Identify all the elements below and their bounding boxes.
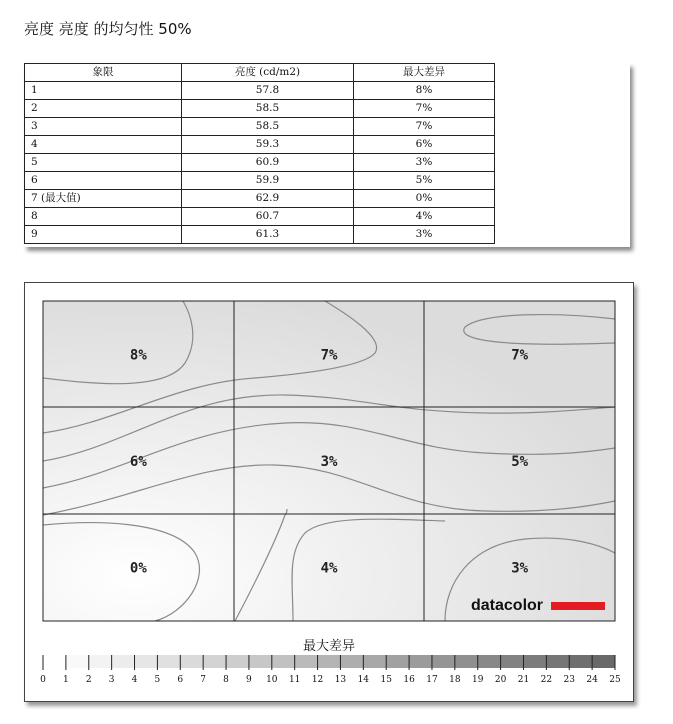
- col-header-max-diff: 最大差异: [354, 64, 495, 82]
- legend-tick-label: 8: [223, 675, 229, 685]
- table-row: [25, 100, 495, 118]
- legend-tick-label: 6: [177, 675, 184, 685]
- luminance-cell: 59.9: [182, 172, 354, 190]
- legend-swatch: [386, 655, 409, 668]
- legend-swatch: [272, 655, 295, 668]
- legend-tick-label: 3: [108, 675, 115, 685]
- legend-tick-label: 14: [357, 675, 370, 685]
- legend-swatch: [157, 655, 180, 668]
- page-title: 亮度 亮度 的均匀性 50%: [24, 20, 192, 38]
- cell-value-label: 3%: [511, 560, 529, 577]
- legend-swatch: [569, 655, 592, 668]
- legend-swatch: [501, 655, 524, 668]
- legend-swatch: [478, 655, 501, 668]
- table-row: [25, 226, 495, 244]
- luminance-cell: 58.5: [182, 118, 354, 136]
- legend-tick-label: 13: [334, 675, 347, 685]
- col-header-quadrant: 象限: [25, 64, 182, 82]
- max-diff-cell: 5%: [354, 172, 495, 190]
- legend-tick-label: 24: [586, 675, 598, 685]
- cell-value-label: 6%: [129, 454, 147, 470]
- table-row: [25, 190, 495, 208]
- luminance-cell: 60.7: [182, 208, 354, 226]
- legend-tick-label: 17: [426, 675, 438, 685]
- max-diff-cell: 8%: [354, 82, 495, 100]
- legend-swatch: [66, 655, 89, 668]
- legend-swatch: [226, 655, 249, 668]
- legend-tick-label: 0: [40, 675, 46, 685]
- quadrant-cell: 6: [25, 172, 182, 190]
- legend-swatch: [546, 655, 569, 668]
- legend-tick-label: 15: [380, 675, 392, 685]
- legend-tick-label: 2: [85, 675, 92, 685]
- uniformity-chart-panel: [24, 282, 634, 702]
- legend-tick-label: 19: [471, 675, 484, 685]
- table-row: [25, 208, 495, 226]
- legend-swatch: [249, 655, 272, 668]
- legend-swatch: [409, 655, 432, 668]
- legend-swatch: [432, 655, 455, 668]
- col-header-luminance: 亮度 (cd/m2): [182, 64, 354, 82]
- legend-title: 最大差异: [302, 639, 356, 654]
- legend-swatch: [180, 655, 203, 668]
- luminance-cell: 57.8: [182, 82, 354, 100]
- max-diff-cell: 0%: [354, 190, 495, 208]
- legend-tick-label: 10: [266, 675, 278, 685]
- luminance-cell: 61.3: [182, 226, 354, 244]
- brand-bar: [551, 602, 605, 610]
- legend-swatch: [318, 655, 341, 668]
- legend-tick-label: 9: [246, 675, 252, 685]
- legend-tick-label: 11: [288, 675, 301, 685]
- luminance-cell: 59.3: [182, 136, 354, 154]
- luminance-cell: 62.9: [182, 190, 354, 208]
- quadrant-cell: 4: [25, 136, 182, 154]
- quadrant-cell: 1: [25, 82, 182, 100]
- quadrant-cell: 9: [25, 226, 182, 244]
- legend-tick-label: 5: [154, 675, 161, 685]
- quadrant-cell: 8: [25, 208, 182, 226]
- cell-value-label: 0%: [129, 560, 147, 577]
- legend-tick-label: 25: [609, 675, 621, 685]
- luminance-cell: 58.5: [182, 100, 354, 118]
- legend-tick-label: 12: [311, 675, 324, 685]
- table-row: [25, 118, 495, 136]
- max-diff-cell: 7%: [354, 100, 495, 118]
- quadrant-cell: 7 (最大值): [25, 190, 182, 208]
- legend-swatch: [363, 655, 386, 668]
- max-diff-cell: 4%: [354, 208, 495, 226]
- legend-tick-label: 21: [517, 675, 530, 685]
- legend-swatch: [295, 655, 318, 668]
- legend-swatch: [592, 655, 615, 668]
- cell-value-label: 4%: [320, 560, 338, 577]
- legend-swatch: [112, 655, 135, 668]
- legend-tick-label: 7: [200, 675, 207, 685]
- cell-value-label: 7%: [320, 347, 338, 364]
- legend-swatch: [43, 655, 66, 668]
- legend-swatch: [135, 655, 158, 668]
- quadrant-cell: 3: [25, 118, 182, 136]
- table-row: [25, 136, 495, 154]
- cell-value-label: 5%: [511, 454, 529, 470]
- legend-tick-label: 22: [540, 675, 553, 685]
- luminance-table: [24, 63, 495, 244]
- legend-swatch: [203, 655, 226, 668]
- luminance-table-panel: [24, 63, 630, 247]
- max-diff-cell: 3%: [354, 226, 495, 244]
- legend-tick-label: 20: [494, 675, 507, 685]
- legend-scale: [40, 655, 621, 685]
- table-header-row: [25, 64, 495, 82]
- brand-text: datacolor: [471, 597, 544, 614]
- legend-swatch: [523, 655, 546, 668]
- max-diff-cell: 6%: [354, 136, 495, 154]
- legend-tick-label: 1: [63, 675, 69, 685]
- cell-value-label: 8%: [129, 347, 147, 364]
- table-row: [25, 172, 495, 190]
- cell-value-label: 7%: [511, 347, 529, 364]
- max-diff-cell: 3%: [354, 154, 495, 172]
- legend-swatch: [340, 655, 363, 668]
- quadrant-cell: 5: [25, 154, 182, 172]
- legend-tick-label: 4: [131, 675, 138, 685]
- table-row: [25, 154, 495, 172]
- legend-swatch: [89, 655, 112, 668]
- max-diff-cell: 7%: [354, 118, 495, 136]
- table-row: [25, 82, 495, 100]
- cell-value-label: 3%: [320, 454, 338, 470]
- legend-tick-label: 18: [449, 675, 461, 685]
- legend-tick-label: 16: [403, 675, 415, 685]
- luminance-cell: 60.9: [182, 154, 354, 172]
- uniformity-chart: [25, 283, 633, 701]
- legend-swatch: [455, 655, 478, 668]
- legend-tick-label: 23: [563, 675, 575, 685]
- quadrant-cell: 2: [25, 100, 182, 118]
